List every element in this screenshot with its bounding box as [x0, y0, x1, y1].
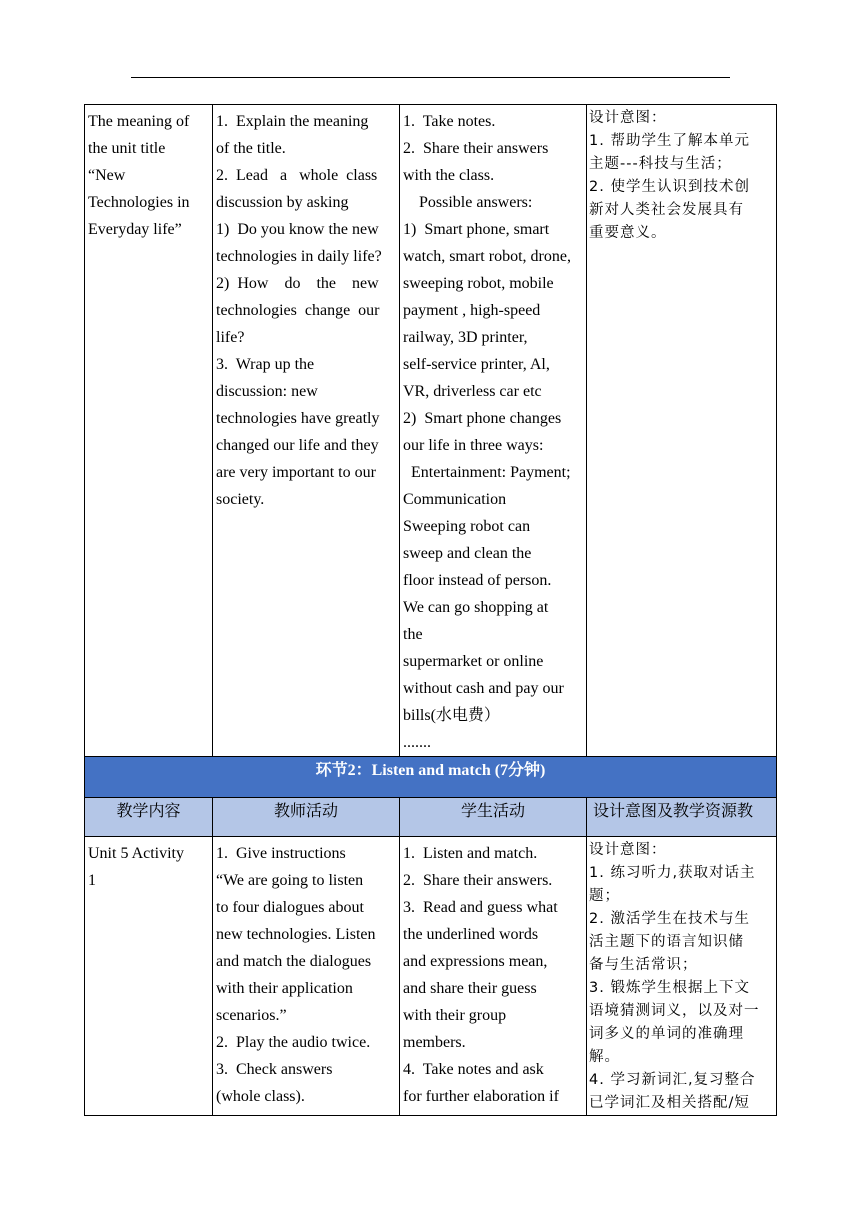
- text-line: with their group: [403, 1007, 507, 1024]
- text-line: 1. Give instructions: [216, 845, 346, 862]
- text-line: 2. Play the audio twice.: [216, 1034, 371, 1051]
- text-line: supermarket or online: [403, 653, 544, 670]
- text-line: and share their guess: [403, 980, 537, 997]
- text-line: 4. Take notes and ask: [403, 1061, 544, 1078]
- text-line: technologies change our: [216, 302, 380, 319]
- text-line: scenarios.”: [216, 1007, 287, 1024]
- design-intent-lines: [589, 107, 774, 245]
- header-student: 学生活动: [400, 798, 587, 837]
- text-line: with the class.: [403, 167, 495, 184]
- text-line: 2. Share their answers: [403, 140, 549, 157]
- header-content: 教学内容: [85, 798, 213, 837]
- text-line: payment , high-speed: [403, 302, 541, 319]
- student-activity-cell: [400, 105, 587, 757]
- text-line: to four dialogues about: [216, 899, 364, 916]
- text-line: and expressions mean,: [403, 953, 548, 970]
- text-line: 2. 使学生认识到技术创: [589, 179, 750, 195]
- text-line: the: [403, 626, 423, 643]
- text-line: 重要意义。: [589, 225, 667, 241]
- text-line: self-service printer, Al,: [403, 356, 550, 373]
- text-line: life?: [216, 329, 245, 346]
- teacher-activity-cell: [213, 105, 400, 757]
- text-line: 2. Share their answers.: [403, 872, 553, 889]
- text-line: discussion by asking: [216, 194, 349, 211]
- text-line: The meaning of: [88, 113, 190, 130]
- teacher-activity-lines: [216, 840, 396, 1110]
- text-line: We can go shopping at: [403, 599, 549, 616]
- text-line: 备与生活常识；: [589, 957, 698, 973]
- text-line: of the title.: [216, 140, 286, 157]
- text-line: VR, driverless car etc: [403, 383, 542, 400]
- text-line: and match the dialogues: [216, 953, 372, 970]
- text-line: Possible answers:: [403, 194, 533, 211]
- stage-title: 环节2：Listen and match (7分钟): [85, 757, 777, 798]
- text-line: technologies have greatly: [216, 410, 380, 427]
- student-activity-lines: [403, 840, 583, 1110]
- text-line: bills(水电费）: [403, 707, 500, 724]
- text-line: are very important to our: [216, 464, 376, 481]
- text-line: .......: [403, 734, 431, 751]
- text-line: new technologies. Listen: [216, 926, 376, 943]
- text-line: 1: [88, 872, 96, 889]
- text-line: “New: [88, 167, 126, 184]
- column-header-row: [85, 798, 777, 837]
- header-design: 设计意图及教学资源教: [587, 798, 777, 837]
- teacher-activity-lines: [216, 108, 396, 513]
- text-line: 4. 学习新词汇,复习整合: [589, 1072, 756, 1088]
- teacher-activity-cell: [213, 837, 400, 1116]
- text-line: sweeping robot, mobile: [403, 275, 554, 292]
- text-line: 3. Check answers: [216, 1061, 333, 1078]
- text-line: society.: [216, 491, 265, 508]
- text-line: floor instead of person.: [403, 572, 552, 589]
- text-line: 1. Take notes.: [403, 113, 496, 130]
- student-activity-lines: [403, 108, 583, 756]
- text-line: our life in three ways:: [403, 437, 544, 454]
- text-line: the unit title: [88, 140, 166, 157]
- text-line: 3. Read and guess what: [403, 899, 558, 916]
- text-line: railway, 3D printer,: [403, 329, 528, 346]
- text-line: 2. Lead a whole class: [216, 167, 378, 184]
- text-line: 3. 锻炼学生根据上下文: [589, 980, 750, 996]
- text-line: the underlined words: [403, 926, 539, 943]
- text-line: 活主题下的语言知识储: [589, 934, 744, 950]
- header-rule: [131, 77, 730, 78]
- text-line: 1) Smart phone, smart: [403, 221, 550, 238]
- text-line: 2) How do the new: [216, 275, 379, 292]
- text-line: “We are going to listen: [216, 872, 364, 889]
- design-intent-lines: [589, 839, 774, 1115]
- text-line: 1. Listen and match.: [403, 845, 538, 862]
- text-line: 3. Wrap up the: [216, 356, 315, 373]
- text-line: Entertainment: Payment;: [403, 464, 571, 481]
- text-line: 1) Do you know the new: [216, 221, 379, 238]
- content-lines: [88, 108, 209, 243]
- text-line: 词多义的单词的准确理: [589, 1026, 744, 1042]
- text-line: 2. 激活学生在技术与生: [589, 911, 750, 927]
- text-line: members.: [403, 1034, 466, 1051]
- text-line: with their application: [216, 980, 353, 997]
- text-line: Sweeping robot can: [403, 518, 531, 535]
- text-line: 语境猜测词义，以及对一: [589, 1003, 760, 1019]
- content-cell: [85, 105, 213, 757]
- text-line: Communication: [403, 491, 507, 508]
- student-activity-cell: [400, 837, 587, 1116]
- design-intent-cell: [587, 837, 777, 1116]
- text-line: changed our life and they: [216, 437, 379, 454]
- text-line: watch, smart robot, drone,: [403, 248, 571, 265]
- text-line: 设计意图：: [589, 842, 667, 858]
- text-line: 题；: [589, 888, 620, 904]
- text-line: for further elaboration if: [403, 1088, 559, 1105]
- content-lines: [88, 840, 209, 894]
- text-line: Everyday life”: [88, 221, 182, 238]
- design-intent-cell: [587, 105, 777, 757]
- text-line: 主题---科技与生活；: [589, 156, 732, 172]
- text-line: 解。: [589, 1049, 620, 1065]
- text-line: 1. 帮助学生了解本单元: [589, 133, 750, 149]
- text-line: discussion: new: [216, 383, 318, 400]
- text-line: 已学词汇及相关搭配/短: [589, 1095, 750, 1111]
- header-teacher: 教师活动: [213, 798, 400, 837]
- text-line: Technologies in: [88, 194, 190, 211]
- stage-banner-row: [85, 757, 777, 798]
- text-line: 新对人类社会发展具有: [589, 202, 744, 218]
- text-line: sweep and clean the: [403, 545, 532, 562]
- text-line: Unit 5 Activity: [88, 845, 184, 862]
- text-line: technologies in daily life?: [216, 248, 382, 265]
- text-line: 1. Explain the meaning: [216, 113, 369, 130]
- text-line: 1. 练习听力,获取对话主: [589, 865, 756, 881]
- table-row: [85, 837, 777, 1116]
- content-cell: [85, 837, 213, 1116]
- text-line: 设计意图：: [589, 110, 667, 126]
- text-line: (whole class).: [216, 1088, 305, 1105]
- lesson-plan-table: [84, 104, 777, 1116]
- table-row: [85, 105, 777, 757]
- text-line: 2) Smart phone changes: [403, 410, 562, 427]
- text-line: without cash and pay our: [403, 680, 564, 697]
